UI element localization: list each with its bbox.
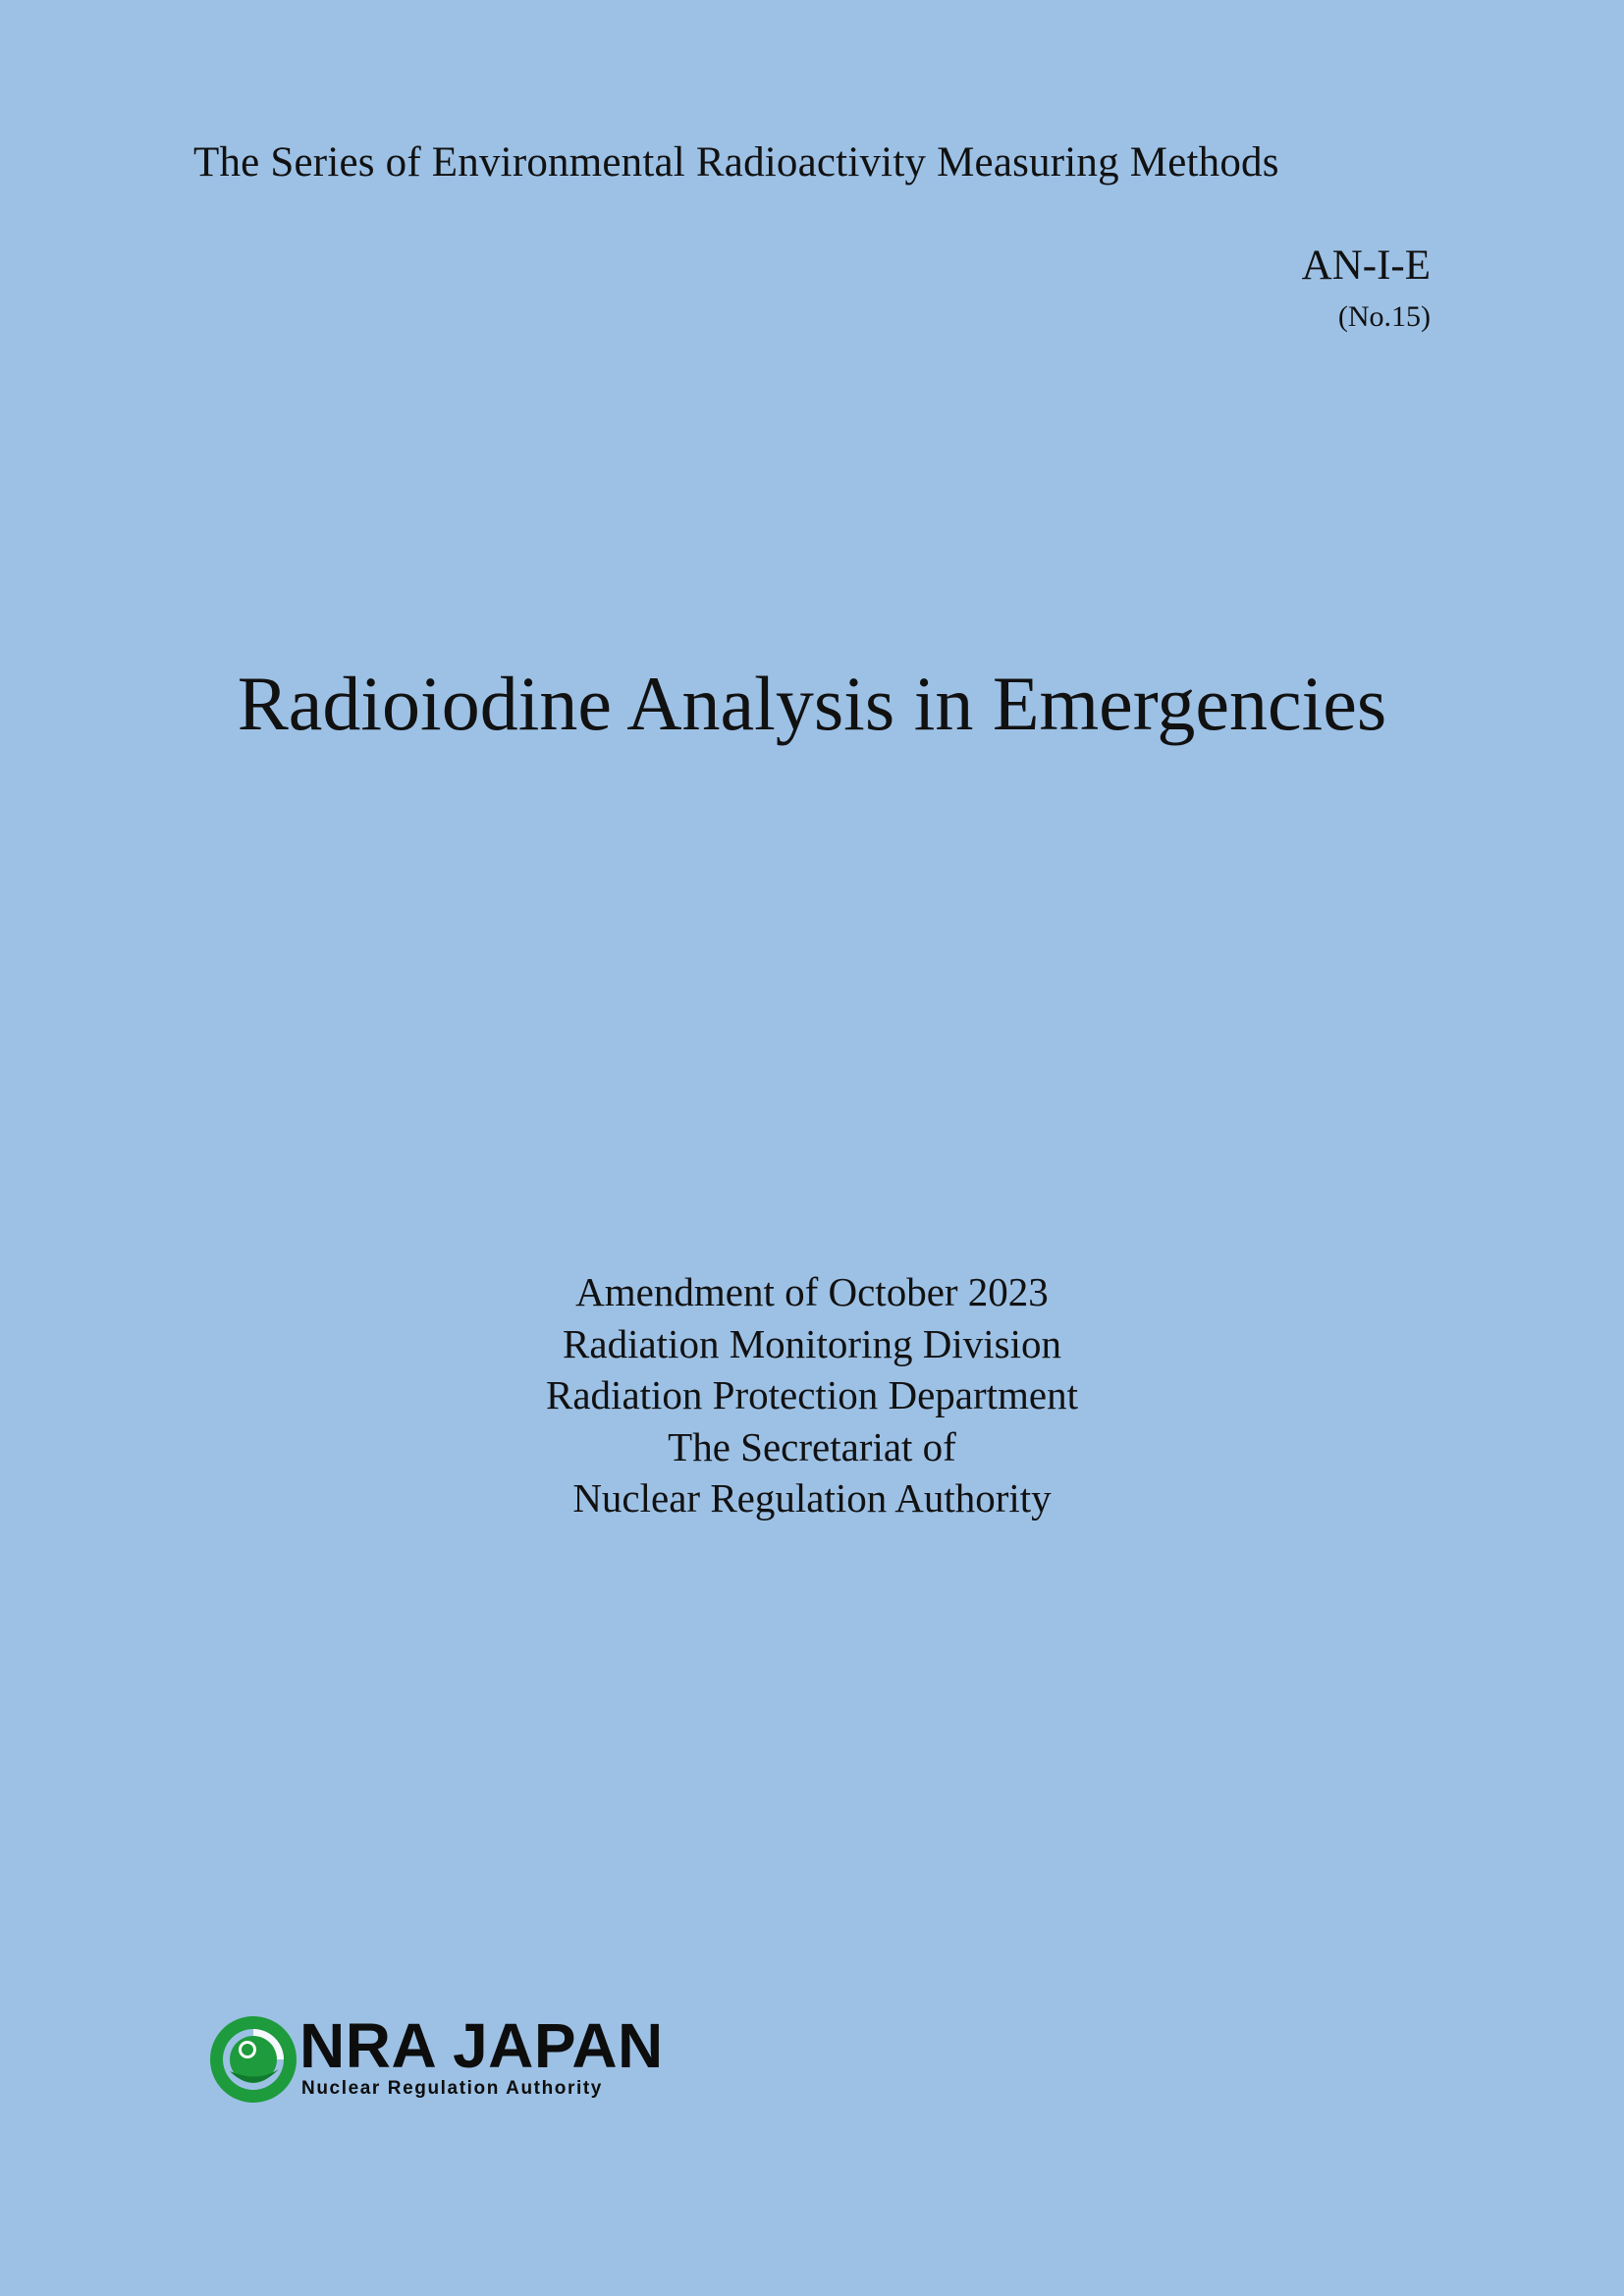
logo-name: NRA JAPAN: [299, 2010, 664, 2081]
amendment-date: Amendment of October 2023: [575, 1269, 1049, 1314]
secretariat-line: The Secretariat of: [668, 1423, 956, 1469]
page-title: Radioiodine Analysis in Emergencies: [237, 661, 1387, 746]
document-number: (No.15): [1337, 300, 1431, 333]
logo-subtitle: Nuclear Regulation Authority: [301, 2078, 603, 2099]
division-name: Radiation Monitoring Division: [563, 1320, 1061, 1366]
nra-emblem-icon: [208, 2012, 298, 2107]
document-code: AN-I-E: [1301, 242, 1431, 289]
department-name: Radiation Protection Department: [546, 1372, 1078, 1417]
series-title: The Series of Environmental Radioactivity Measuring Methods: [193, 139, 1279, 186]
authority-name: Nuclear Regulation Authority: [572, 1475, 1052, 1521]
publisher-block: [0, 1266, 1624, 1524]
nra-logo: [208, 2012, 679, 2110]
